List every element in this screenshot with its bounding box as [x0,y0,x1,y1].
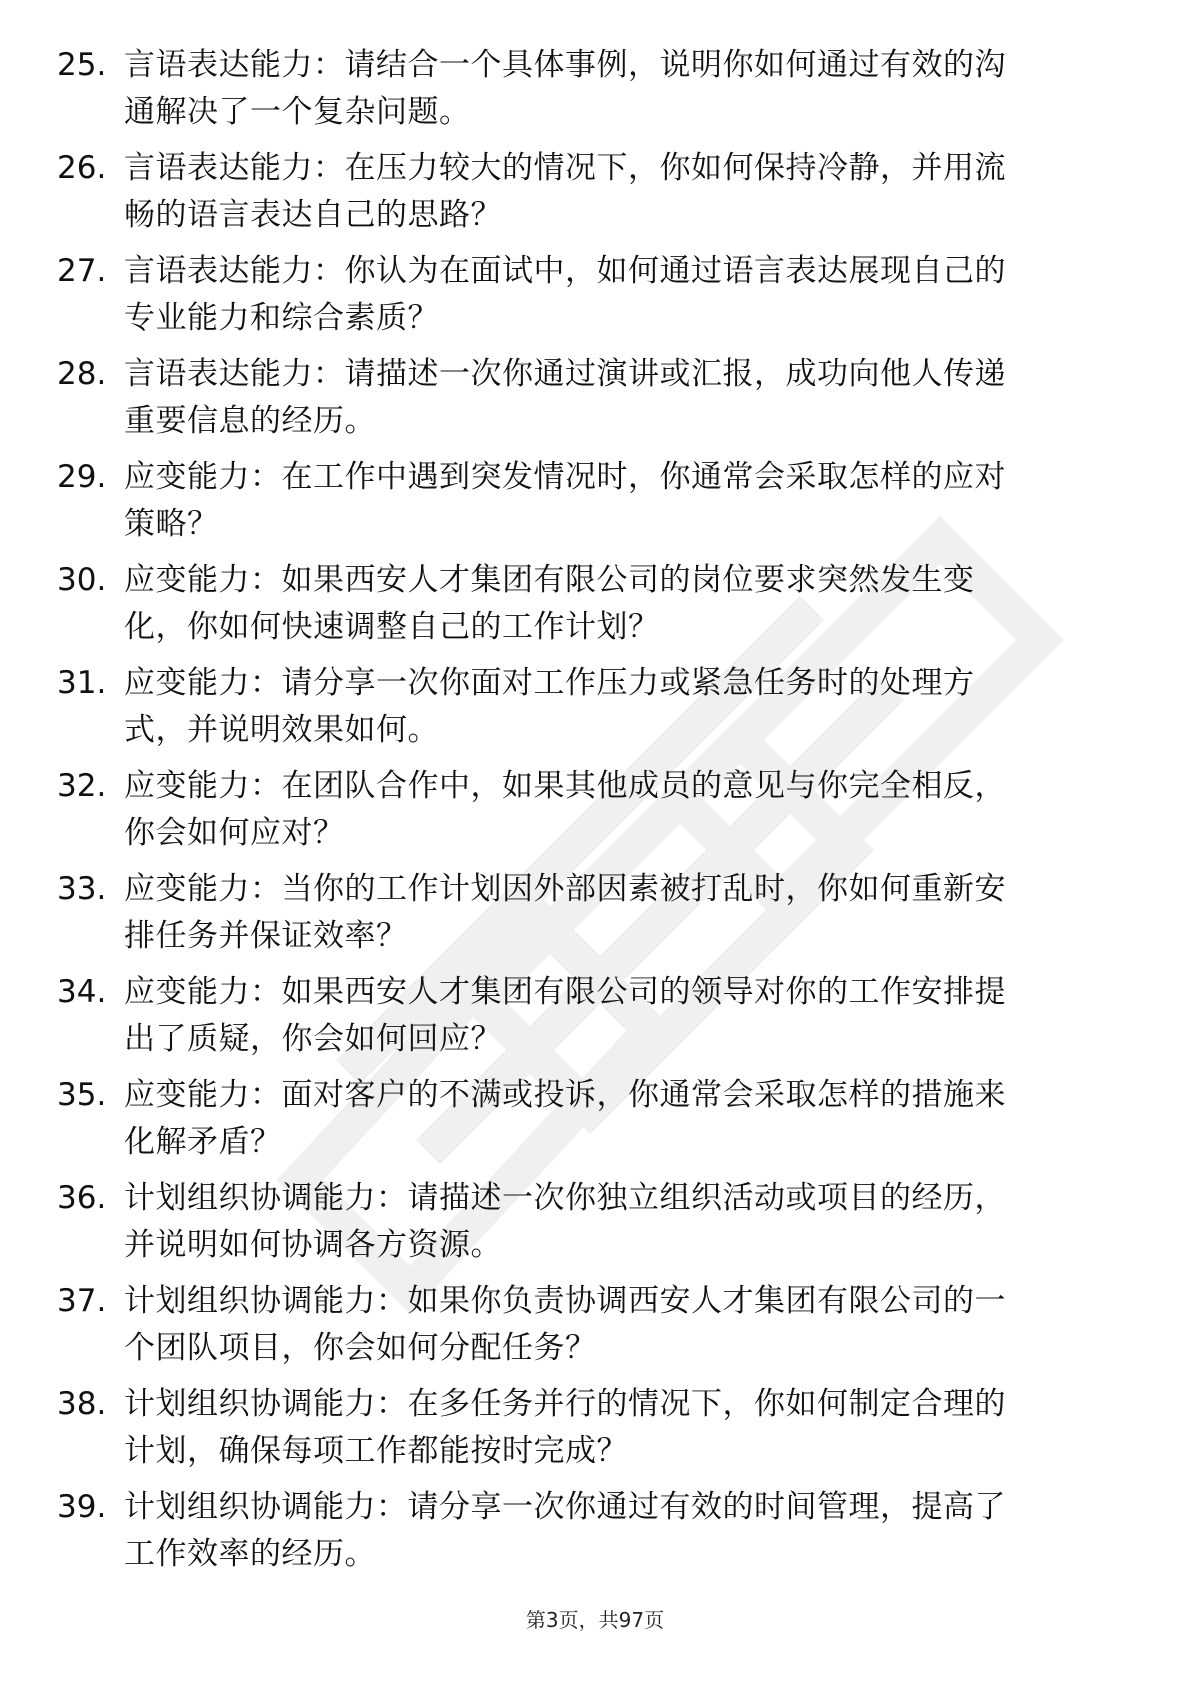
question-text [124,1072,1114,1166]
question-number: 26. [57,150,107,186]
question-text [124,145,1114,239]
page-footer: 第3页，共97页 [525,1608,665,1632]
question-number: 34. [57,974,107,1010]
question-number: 35. [57,1077,107,1113]
question-item [0,866,1190,969]
question-text-line: 个团队项目，你会如何分配任务？ [124,1330,597,1366]
question-text-line: 计划组织协调能力：如果你负责协调西安人才集团有限公司的一 [124,1283,1006,1319]
question-item [0,969,1190,1072]
question-text [124,866,1114,960]
question-number: 32. [57,768,107,804]
question-list [0,42,1190,1587]
question-item [0,763,1190,866]
question-text-line: 应变能力：面对客户的不满或投诉，你通常会采取怎样的措施来 [124,1077,1006,1113]
question-item [0,1484,1190,1587]
question-text [124,1484,1114,1578]
question-number: 28. [57,356,107,392]
question-item [0,454,1190,557]
question-number: 38. [57,1386,107,1422]
question-text-line: 出了质疑，你会如何回应？ [124,1021,502,1057]
question-number: 31. [57,665,107,701]
question-number: 36. [57,1180,107,1216]
question-item [0,1072,1190,1175]
question-text-line: 重要信息的经历。 [124,403,376,439]
question-number: 39. [57,1489,107,1525]
question-number: 29. [57,459,107,495]
question-number: 27. [57,253,107,289]
question-text [124,248,1114,342]
question-text-line: 计划组织协调能力：请描述一次你独立组织活动或项目的经历， [124,1180,1006,1216]
question-number: 33. [57,871,107,907]
question-text [124,660,1114,754]
question-text-line: 言语表达能力：请描述一次你通过演讲或汇报，成功向他人传递 [124,356,1006,392]
question-item [0,145,1190,248]
question-text-line: 排任务并保证效率？ [124,918,408,954]
question-text-line: 应变能力：如果西安人才集团有限公司的领导对你的工作安排提 [124,974,1006,1010]
question-text-line: 工作效率的经历。 [124,1536,376,1572]
question-text-line: 应变能力：请分享一次你面对工作压力或紧急任务时的处理方 [124,665,975,701]
question-item [0,1381,1190,1484]
question-text-line: 言语表达能力：在压力较大的情况下，你如何保持冷静，并用流 [124,150,1006,186]
question-text-line: 专业能力和综合素质？ [124,300,439,336]
question-text [124,1381,1114,1475]
question-item [0,351,1190,454]
question-text-line: 计划，确保每项工作都能按时完成？ [124,1433,628,1469]
question-text-line: 化，你如何快速调整自己的工作计划？ [124,609,660,645]
question-item [0,660,1190,763]
question-text [124,42,1114,136]
question-number: 25. [57,47,107,83]
question-text [124,1175,1114,1269]
question-number: 37. [57,1283,107,1319]
question-item [0,42,1190,145]
question-text [124,969,1114,1063]
question-text [124,454,1114,548]
question-text-line: 应变能力：在团队合作中，如果其他成员的意见与你完全相反， [124,768,1006,804]
question-text-line: 并说明如何协调各方资源。 [124,1227,502,1263]
question-number: 30. [57,562,107,598]
question-text-line: 式，并说明效果如何。 [124,712,439,748]
question-text-line: 策略？ [124,506,219,542]
question-text-line: 言语表达能力：请结合一个具体事例，说明你如何通过有效的沟 [124,47,1006,83]
question-text [124,1278,1114,1372]
question-text-line: 你会如何应对？ [124,815,345,851]
question-text-line: 应变能力：如果西安人才集团有限公司的岗位要求突然发生变 [124,562,975,598]
question-text [124,763,1114,857]
question-text-line: 畅的语言表达自己的思路？ [124,197,502,233]
question-item [0,1278,1190,1381]
question-text-line: 应变能力：在工作中遇到突发情况时，你通常会采取怎样的应对 [124,459,1006,495]
question-text-line: 化解矛盾？ [124,1124,282,1160]
question-text-line: 计划组织协调能力：请分享一次你通过有效的时间管理，提高了 [124,1489,1006,1525]
question-item [0,1175,1190,1278]
question-text-line: 言语表达能力：你认为在面试中，如何通过语言表达展现自己的 [124,253,1006,289]
question-text [124,557,1114,651]
question-text [124,351,1114,445]
question-text-line: 通解决了一个复杂问题。 [124,94,471,130]
question-text-line: 计划组织协调能力：在多任务并行的情况下，你如何制定合理的 [124,1386,1006,1422]
question-text-line: 应变能力：当你的工作计划因外部因素被打乱时，你如何重新安 [124,871,1006,907]
question-item [0,557,1190,660]
question-item [0,248,1190,351]
